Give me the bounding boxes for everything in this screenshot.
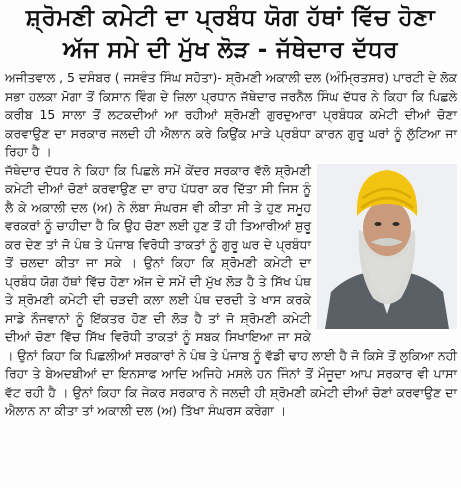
portrait-photo xyxy=(317,164,457,329)
article-paragraph-2: ਜੱਥੇਦਾਰ ਦੱਧਰ ਨੇ ਕਿਹਾ ਕਿ ਪਿਛਲੇ ਸਮੇਂ ਕੇਂਦਰ ਸਰਕਾਰ ਵੱਲੋ ਸ਼੍ਰੋਮਣੀ ਕਮੇਟੀ ਦੀਆਂ ਚੋਣਾਂ ਕਰਵਾਉਣ ਦਾ ਰਾਹ ਪੱਧਰਾ ਕਰ ਦਿੱਤਾ ਸੀ ਜਿਸ ਨੂੰ ਲੈ ਕੇ ਅਕਾਲੀ ਦਲ (ਅ) ਨੇ ਲੰਬਾ ਸੰਘਰਸ ਵੀ ਕੀਤਾ ਸੀ ਤੇ ਹੁਣ ਸਮੂਹ ਵਰਕਰਾਂ ਨੂੰ ਚਾਹੀਦਾ ਹੈ ਕਿ ਉਹ ਚੋਣਾ ਲਈ ਹੁਣ ਤੋਂ ਹੀ ਤਿਆਰੀਆਂ ਸ਼ੁਰੂ ਕਰ ਦੇਣ ਤਾਂ ਜੋ ਪੰਥ ਤੇ ਪੰਜਾਬ ਵਿਰੋਧੀ ਤਾਕਤਾਂ ਨੂੰ ਗੁਰੂ ਘਰ ਦੇ ਪ੍ਰਬੰਧਾ ਤੋਂ ਚਲਦਾ ਕੀਤਾ ਜਾ ਸਕੇ । ਉਨਾਂ ਕਿਹਾ ਕਿ ਸ਼੍ਰੋਮਣੀ ਕਮੇਟੀ ਦਾ ਪ੍ਰਬੰਧ ਯੋਗ ਹੱਥਾਂ ਵਿੱਚ ਹੋਣਾ ਅੱਜ ਦੇ ਸਮੇਂ ਦੀ ਮੁੱਖ ਲੋੜ ਹੈ ਤੇ ਸਿੱਖ ਪੰਥ ਤੇ ਸ਼੍ਰੋਮਣੀ ਕਮੇਟੀ ਦੀ ਚੜਦੀ ਕਲਾ ਲਈ ਪੰਥ ਦਰਦੀ ਤੇ ਖਾਸ ਕਰਕੇ ਸਾਡੇ ਨੌਜਵਾਨਾਂ ਨੂੰ ਇੱਕਤਰ ਹੋਣ ਦੀ ਲੋੜ ਹੈ ਤਾਂ ਜੋ ਸ਼੍ਰੋਮਣੀ ਕਮੇਟੀ ਦੀਆਂ ਚੋਣਾ ਵਿੱਚ ਸਿੱਖ ਵਿਰੋਧੀ ਤਾਕਤਾਂ ਨੂੰ ਸਬਕ ਸਿਖਾਇਆ ਜਾ ਸਕੇ । ਉਨਾਂ ਕਿਹਾ ਕਿ ਪਿਛਲੀਆਂ ਸਰਕਾਰਾਂ ਨੇ ਪੰਥ ਤੇ ਪੰਜਾਬ ਨੂੰ ਵੱਡੀ ਢਾਹ ਲਾਈ ਹੈ ਜੋ ਕਿਸੇ ਤੋਂ ਲੁਕਿਆ ਨਹੀ ਰਿਹਾ ਤੇ ਬੇਅਦਬੀਆਂ ਦਾ ਇਨਸਾਫ ਆਦਿ ਅਜਿਹੇ ਮਸਲੇ ਹਨ ਜਿੰਨਾਂ ਤੋਂ ਮੌਜੂਦਾ ਆਪ ਸਰਕਾਰ ਵੀ ਪਾਸਾ ਵੱਟ ਰਹੀ ਹੈ । ਉਨਾਂ ਕਿਹਾ ਕਿ ਜੇਕਰ ਸਰਕਾਰ ਨੇ ਜਲਦੀ ਹੀ ਸ਼੍ਰੋਮਣੀ ਕਮੇਟੀ ਦੀਆਂ ਚੋਣਾਂ ਕਰਵਾਉਣ ਦਾ ਐਲਾਨ ਨਾ ਕੀਤਾ ਤਾਂ ਅਕਾਲੀ ਦਲ (ਅ) ਤਿੱਖਾ ਸੰਘਰਸ ਕਰੇਗਾ । xyxy=(5,162,457,418)
article-paragraph-1: ਅਜੀਤਵਾਲ , 5 ਦਸੰਬਰ ( ਜਸਵੰਤ ਸਿੰਘ ਸਹੋਤਾ)- ਸ਼੍ਰੋਮਣੀ ਅਕਾਲੀ ਦਲ (ਅੰਮ੍ਰਿਤਸਰ) ਪਾਰਟੀ ਦੇ ਲੋਕ ਸਭਾ ਹਲਕਾ ਮੋਗਾ ਤੋਂ ਕਿਸਾਨ ਵਿੰਗ ਦੇ ਜ਼ਿਲਾ ਪ੍ਰਧਾਨ ਜੱਥੇਦਾਰ ਜਰਨੈਲ ਸਿੰਘ ਦੱਧਰ ਨੇ ਕਿਹਾ ਕਿ ਪਿਛਲੇ ਕਰੀਬ 15 ਸਾਲਾ ਤੋਂ ਲਟਕਦੀਆਂ ਆ ਰਹੀਆਂ ਸ਼੍ਰੋਮਣੀ ਗੁਰਦੁਆਰਾ ਪ੍ਰਬੰਧਕ ਕਮੇਟੀ ਦੀਆਂ ਚੋਣਾ ਕਰਵਾਉਣ ਦਾ ਸਰਕਾਰ ਜਲਦੀ ਹੀ ਐਲਾਨ ਕਰੇ ਕਿਉਂਕ ਮਾੜੇ ਪ੍ਰਬੰਧਾ ਕਾਰਨ ਗੁਰੂ ਘਰਾਂ ਨੂੰ ਲੁੱਟਿਆ ਜਾ ਰਿਹਾ ਹੈ । xyxy=(5,70,457,159)
article-body xyxy=(5,69,457,421)
headline-line-2: ਅੱਜ ਸਮੇ ਦੀ ਮੁੱਖ ਲੋੜ - ਜੱਥੇਦਾਰ ਦੱਧਰ xyxy=(63,37,398,63)
portrait-photo-icon xyxy=(317,164,457,329)
headline-line-1: ਸ਼੍ਰੋਮਣੀ ਕਮੇਟੀ ਦਾ ਪ੍ਰਬੰਧ ਯੋਗ ਹੱਥਾਂ ਵਿੱਚ ਹੋਣਾ xyxy=(25,5,436,31)
